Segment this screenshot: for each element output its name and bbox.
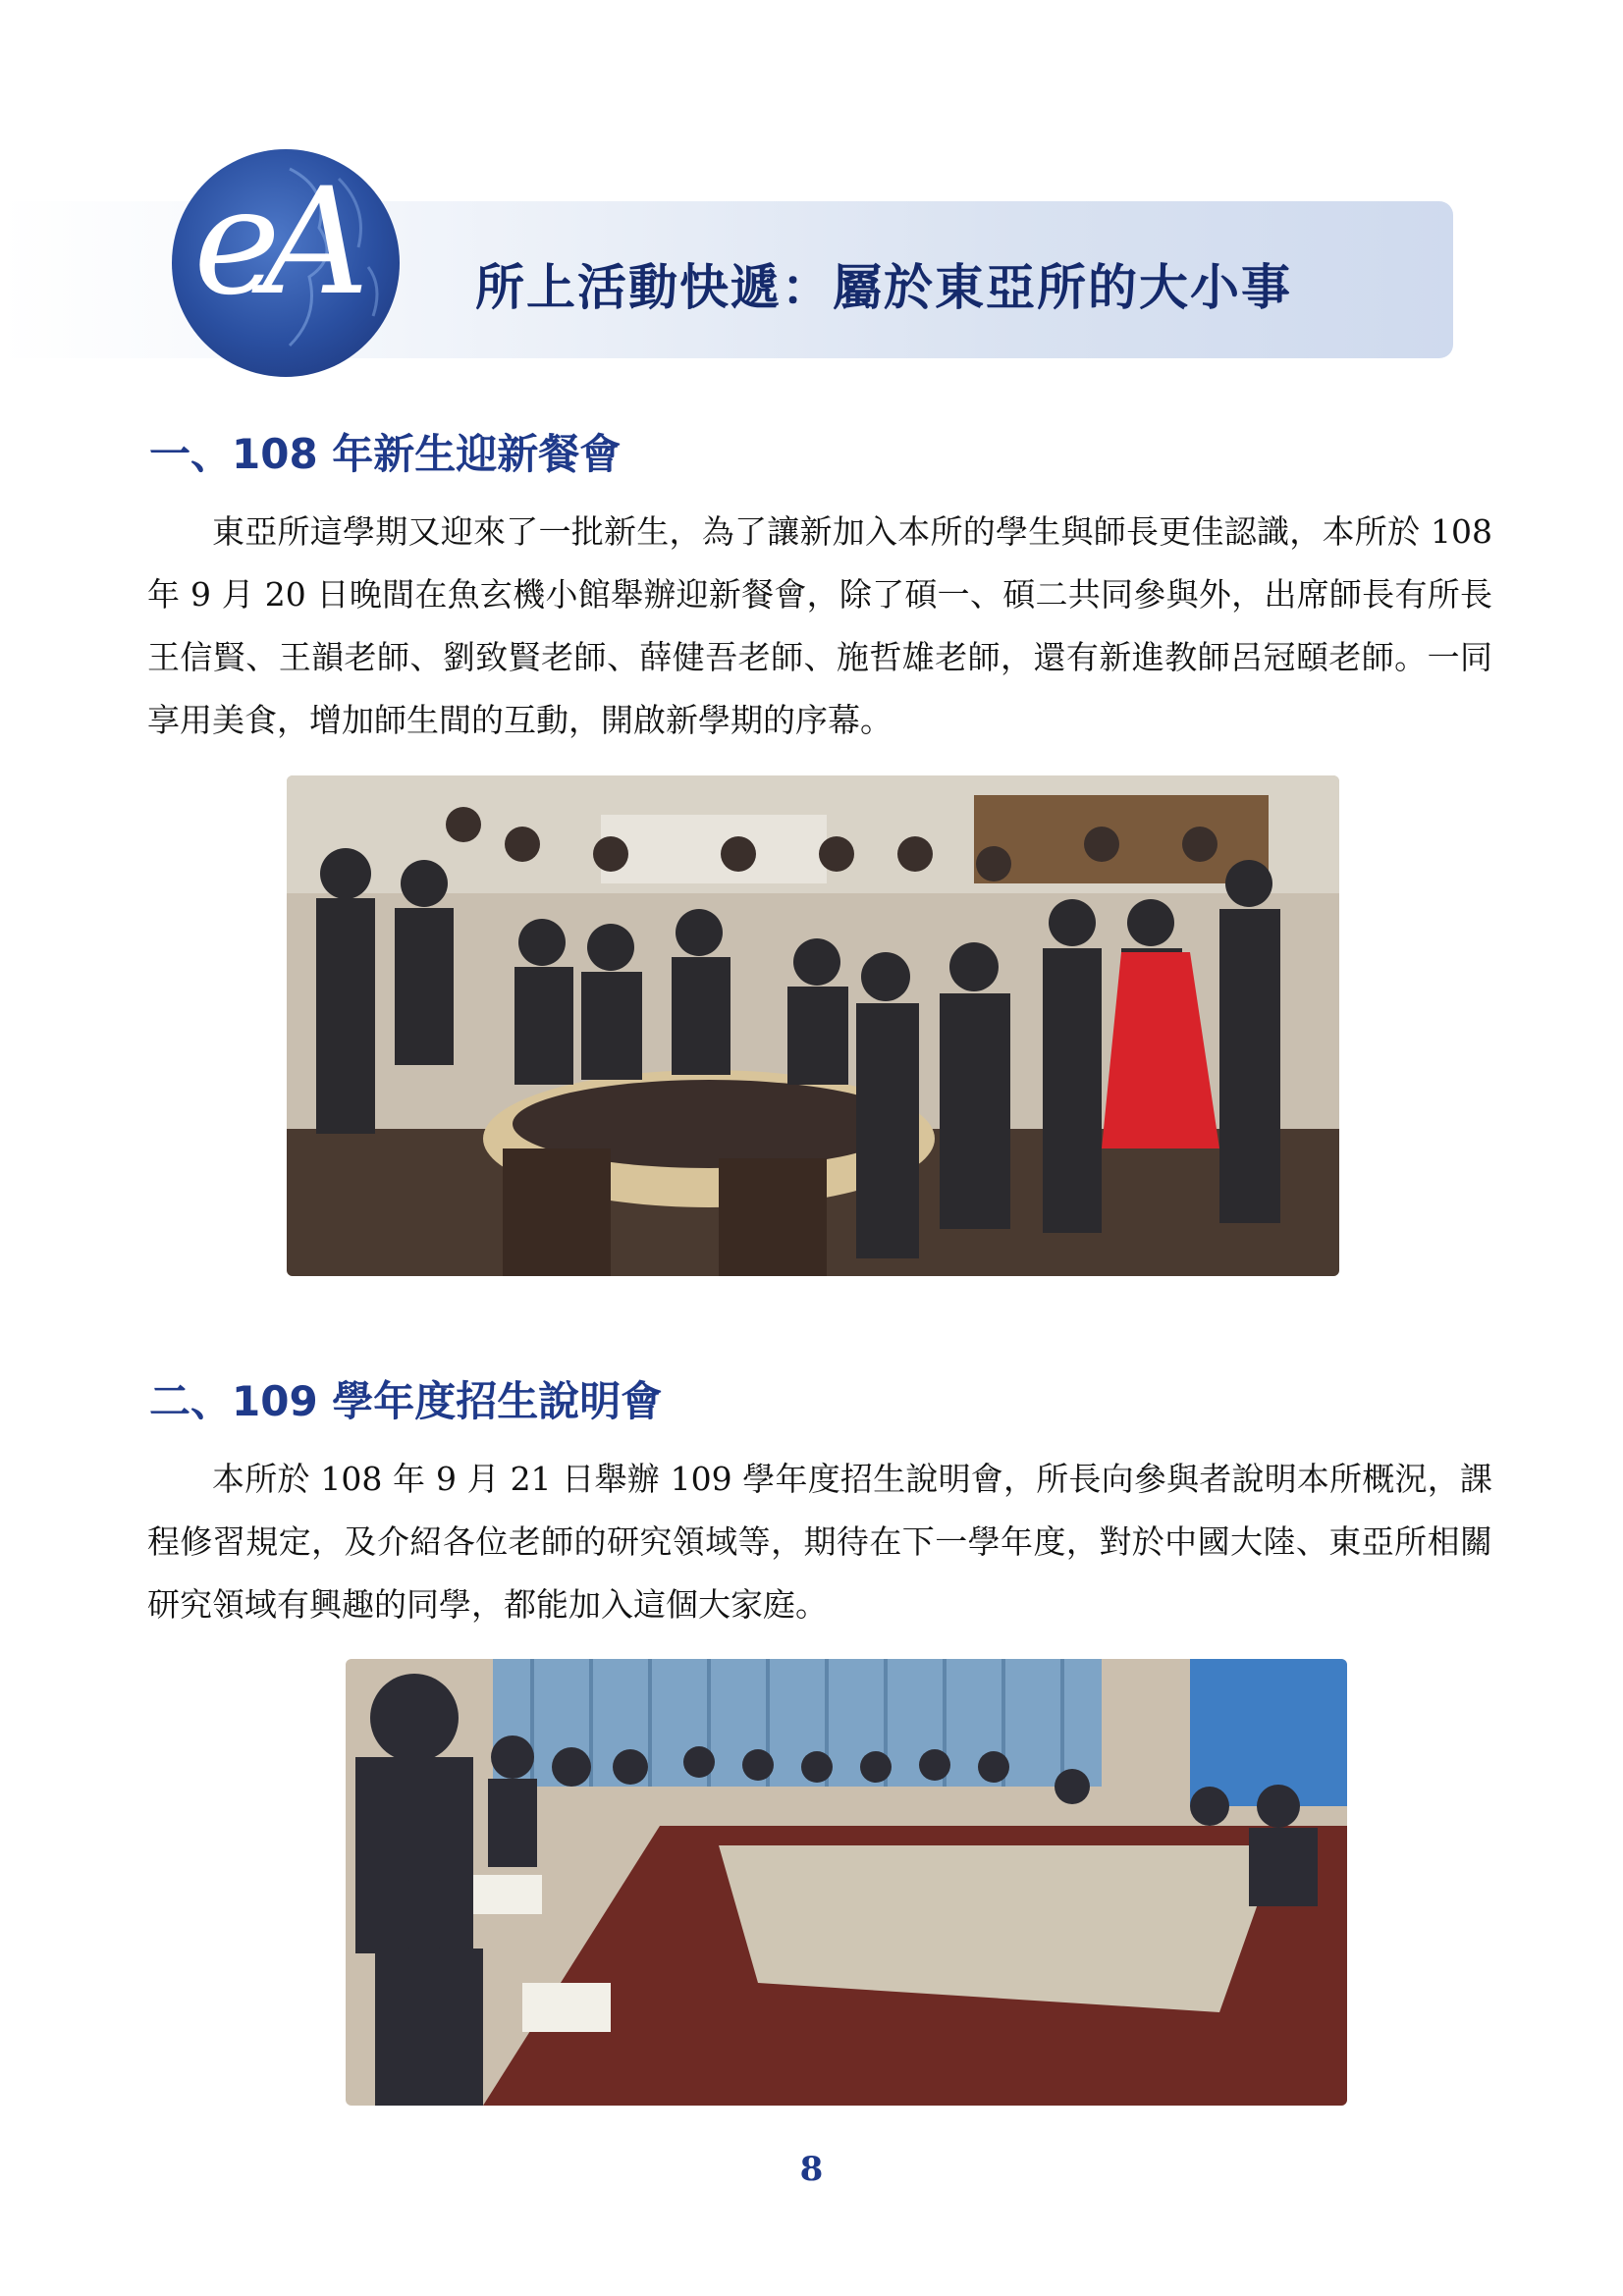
page-number: 8 [799, 2150, 824, 2189]
logo-lettering: eA [193, 157, 352, 328]
section-heading-2: 二、109 學年度招生說明會 [149, 1377, 663, 1425]
page-title: 所上活動快遞：屬於東亞所的大小事 [475, 259, 1292, 316]
section-body-1: 東亞所這學期又迎來了一批新生，為了讓新加入本所的學生與師長更佳認識，本所於 108 年 9 月 20 日晚間在魚玄機小館舉辦迎新餐會，除了碩一、碩二共同參與外，出席師長有所長王信賢、王韻老師、劉致賢老師、薛健吾老師、施哲雄老師，還有新進教師呂冠頤老師。一同享用美食，增加師生間的互動，開啟新學期的序幕。 [147, 512, 1492, 739]
ea-logo [172, 149, 400, 377]
section-heading-1: 一、108 年新生迎新餐會 [149, 430, 622, 478]
section-body-2: 本所於 108 年 9 月 21 日舉辦 109 學年度招生說明會，所長向參與者說明本所概況，課程修習規定，及介紹各位老師的研究領域等，期待在下一學年度，對於中國大陸、東亞所相關研究領域有興趣的同學，都能加入這個大家庭。 [147, 1460, 1492, 1624]
info-session-photo [346, 1659, 1347, 2106]
group-dinner-photo [287, 775, 1339, 1276]
